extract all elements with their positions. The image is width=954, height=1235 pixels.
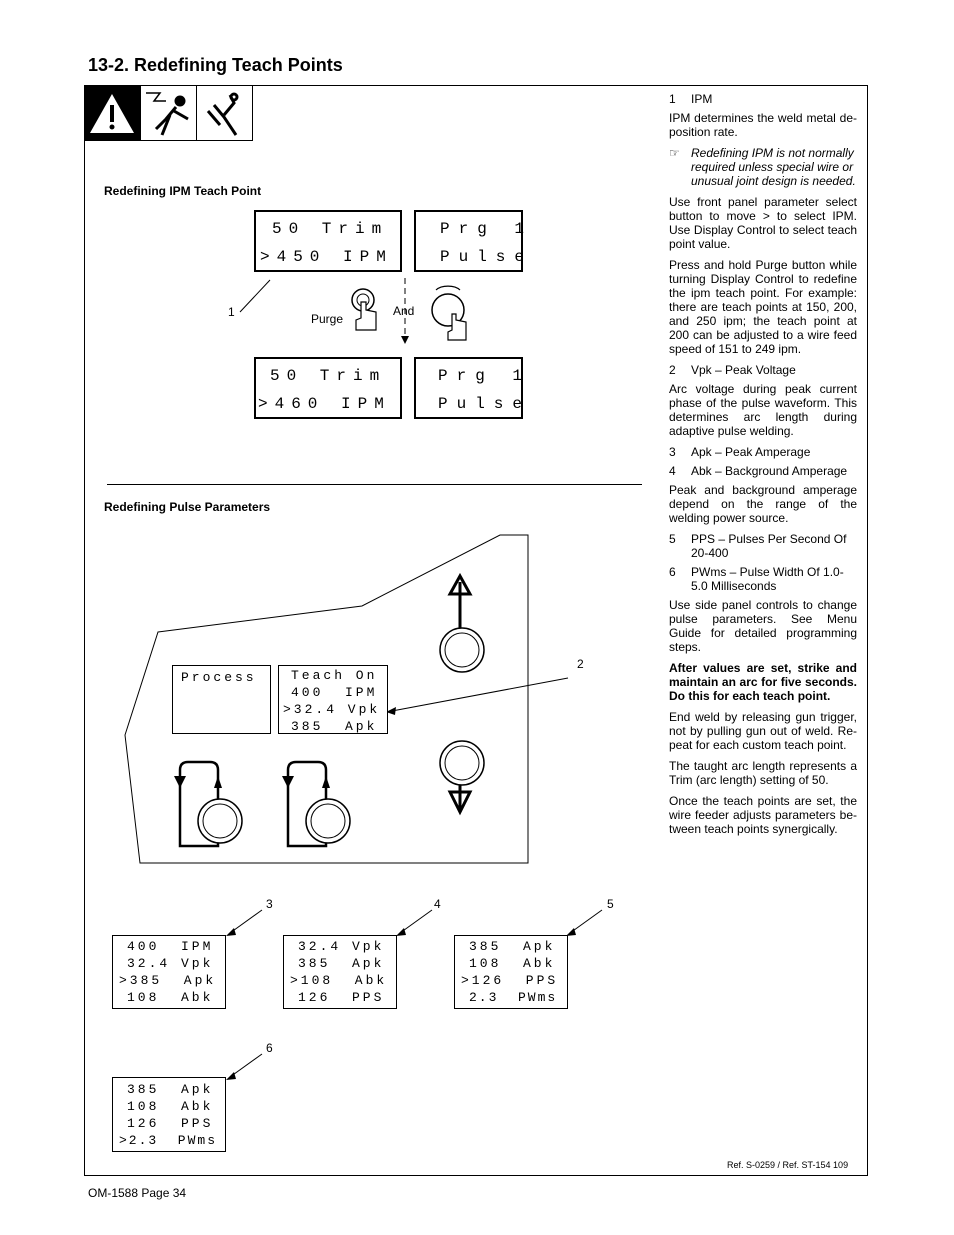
purge-knob-diagram <box>220 272 480 362</box>
lcd-after-right <box>414 357 532 419</box>
lcd-row: 126 PPS <box>127 1116 214 1131</box>
callout-6: 6 <box>266 1041 273 1055</box>
item-number: 1 <box>669 92 676 106</box>
lcd-row: 108 Abk <box>127 1099 214 1114</box>
callout-2: 2 <box>577 657 584 671</box>
lcd-row: Prg 1 <box>438 367 532 385</box>
pulse-section-heading: Redefining Pulse Parameters <box>104 500 271 514</box>
callout-1: 1 <box>228 305 235 319</box>
item-4 <box>669 464 857 478</box>
reference-label: Ref. S-0259 / Ref. ST-154 109 <box>727 1160 849 1170</box>
lcd-row: >2.3 PWms <box>119 1133 218 1148</box>
section-title: 13-2. Redefining Teach Points <box>88 55 343 75</box>
screen-3 <box>112 935 226 1009</box>
lcd-row: >460 IPM <box>258 395 391 413</box>
item-label: PWms – Pulse Width Of 1.0-5.0 Milliseconds <box>691 565 844 593</box>
item-label: Apk – Peak Amperage <box>691 445 811 459</box>
paragraph: Arc voltage during peak current phase of the pulse waveform. This determines arc length during adaptive pulse welding. <box>669 382 857 438</box>
and-label: And <box>393 304 415 318</box>
lcd-row: 108 Abk <box>127 990 214 1005</box>
lcd-before-right <box>414 210 534 272</box>
lcd-row: Pulse <box>440 248 534 266</box>
lcd-row: Pulse <box>438 395 532 413</box>
lcd-row: 50 Trim <box>270 367 387 385</box>
item-1 <box>669 92 857 106</box>
lcd-row: 385 Apk <box>127 1082 214 1097</box>
item-label: IPM <box>691 92 713 106</box>
process-label: Process <box>181 670 257 685</box>
lcd-row: >32.4 Vpk <box>283 702 381 717</box>
lcd-row: Teach On <box>291 668 378 683</box>
purge-label: Purge <box>311 312 344 326</box>
callout-4: 4 <box>434 897 441 911</box>
note-text: Redefining IPM is not normally required unless special wire or unusual joint design is needed. <box>691 146 856 188</box>
ipm-section-heading: Redefining IPM Teach Point <box>104 184 262 198</box>
screen-6 <box>112 1077 226 1152</box>
lcd-row: >385 Apk <box>119 973 217 988</box>
item-number: 4 <box>669 464 676 478</box>
item-label: Abk – Background Amperage <box>691 464 848 478</box>
teach-display <box>278 665 388 734</box>
lcd-row: Prg 1 <box>440 220 534 238</box>
screen-4 <box>283 935 397 1009</box>
item-3 <box>669 445 857 459</box>
paragraph: The taught arc length represents a Trim (arc length) setting of 50. <box>669 759 857 787</box>
lcd-row: 400 IPM <box>127 939 214 954</box>
item-number: 2 <box>669 363 676 377</box>
item-5 <box>669 532 857 560</box>
lcd-row: 385 Apk <box>469 939 556 954</box>
callout-3: 3 <box>266 897 273 911</box>
process-display <box>172 665 271 734</box>
lcd-row: 32.4 Vpk <box>127 956 214 971</box>
lcd-row: 32.4 Vpk <box>298 939 385 954</box>
instructions-column <box>669 92 857 843</box>
section-divider <box>107 484 642 485</box>
paragraph: Peak and background amperage depend on the range of the welding power source. <box>669 483 857 525</box>
item-label: PPS – Pulses Per Second Of 20-400 <box>691 532 847 560</box>
paragraph: Use side panel controls to change pulse parameters. See Menu Guide for detailed programming steps. <box>669 598 857 654</box>
item-number: 5 <box>669 532 676 546</box>
lcd-row: >450 IPM <box>260 248 393 266</box>
lcd-row: 126 PPS <box>298 990 385 1005</box>
callout-leader-1 <box>240 280 270 312</box>
page-footer: OM-1588 Page 34 <box>88 1186 187 1200</box>
lcd-row: 108 Abk <box>469 956 556 971</box>
screen-5 <box>454 935 568 1009</box>
lcd-row: 2.3 PWms <box>469 990 558 1005</box>
item-2 <box>669 363 857 377</box>
bold-paragraph: After values are set, strike and maintain an arc for five seconds. Do this for each teach point. <box>669 661 857 703</box>
item-number: 6 <box>669 565 676 579</box>
lcd-row: >126 PPS <box>461 973 559 988</box>
lcd-row: 385 Apk <box>291 719 378 734</box>
lcd-row: 400 IPM <box>291 685 378 700</box>
callout-5: 5 <box>607 897 614 911</box>
paragraph: Once the teach points are set, the wire feeder adjusts parameters be-tween teach points synergically. <box>669 794 857 836</box>
warning-icon-strip <box>84 85 254 141</box>
paragraph: Press and hold Purge button while turning Display Control to redefine the ipm teach point. For example: there are teach points at 150, 200, and 250 ipm; the teach point at 200 can be adjusted to a wire feed speed of 151 to 249 ipm. <box>669 258 857 356</box>
item-label: Vpk – Peak Voltage <box>691 363 796 377</box>
note <box>669 146 857 188</box>
paragraph: Use front panel parameter select button to move > to select IPM. Use Display Control to select teach point value. <box>669 195 857 251</box>
lcd-row: 385 Apk <box>298 956 385 971</box>
pointing-hand-icon: ☞ <box>669 146 680 160</box>
lcd-before-left <box>254 210 402 272</box>
item-number: 3 <box>669 445 676 459</box>
lcd-after-left <box>254 357 402 419</box>
lcd-row: 50 Trim <box>272 220 389 238</box>
lcd-row: >108 Abk <box>290 973 388 988</box>
paragraph: IPM determines the weld metal de-position rate. <box>669 111 857 139</box>
item-6 <box>669 565 857 593</box>
paragraph: End weld by releasing gun trigger, not by pulling gun out of weld. Re-peat for each custom teach point. <box>669 710 857 752</box>
